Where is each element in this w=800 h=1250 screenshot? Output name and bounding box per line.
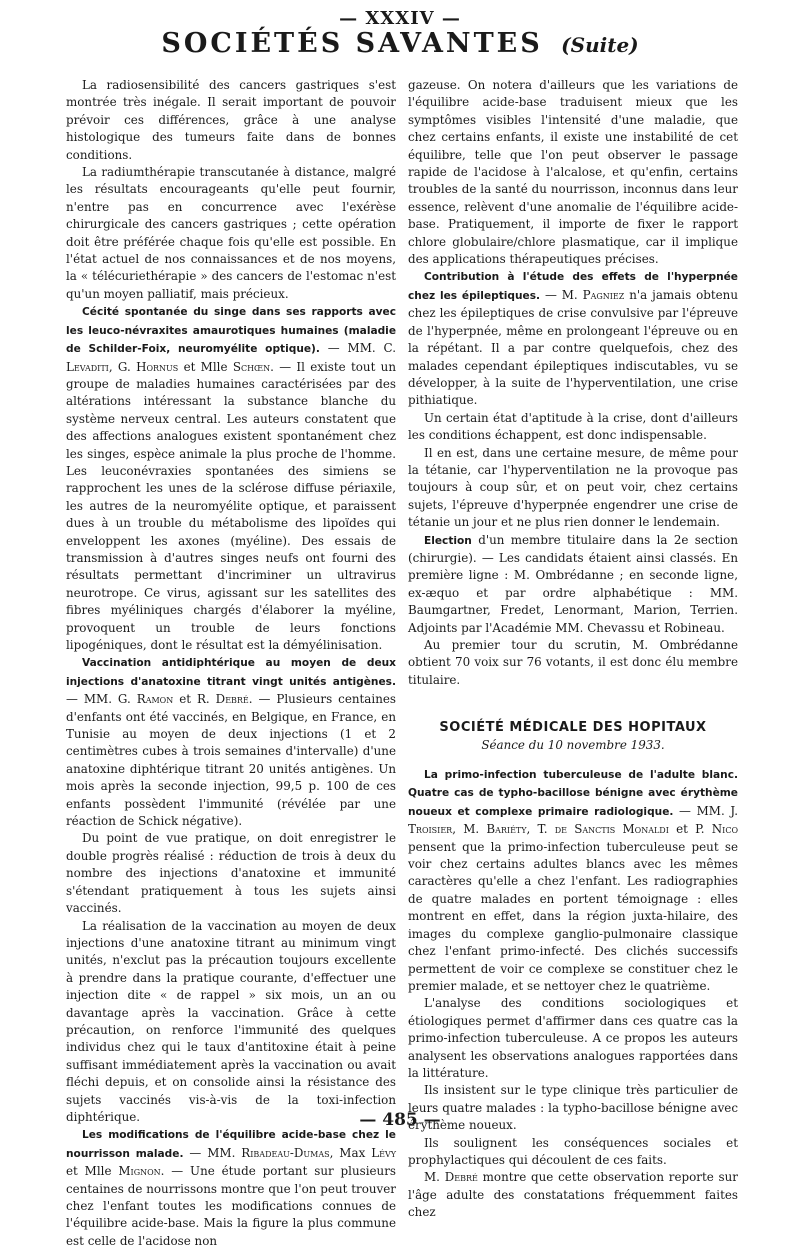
article-acide-base [66, 1126, 396, 1250]
author-prefix: — MM. C. [319, 341, 396, 356]
author-name: Levaditi [66, 359, 109, 374]
author-sep: , Max [329, 1145, 372, 1160]
author-name: Debré [215, 692, 249, 707]
article-title: Cécité spontanée du singe dans ses rapports avec les leuco-névraxites amaurotiques humaines (maladie de Schilder-Foix, neuromyélite optique). [66, 306, 396, 356]
paragraph: Au premier tour du scrutin, M. Ombrédanne obtient 70 voix sur 76 votants, il est donc élu membre titulaire. [408, 638, 738, 687]
paragraph: La réalisation de la vaccination au moyen de deux injections d'une anatoxine titrant au minimum vingt unités, n'exclut pas la précaution toujours excellente à prendre dans la pratique courante, d'effectuer une injection dite « de rappel » six mois, un an ou davantage après la vaccination. Grâce à cette précaution, on renforce l'immunité des quelques individus chez qui le taux d'antitoxine était à peine suffisant immédiatement après la vaccination ou avait fléchi depuis, et on consolide ainsi la résistance des sujets vaccinés vis-à-vis de la toxi-infection diphtérique. [66, 918, 396, 1124]
author-sep: et Mlle [66, 1164, 119, 1179]
article-title: Les modifications de l'équilibre acide-base chez le nourrisson malade. [66, 1129, 396, 1160]
society-heading: SOCIÉTÉ MÉDICALE DES HOPITAUX [439, 720, 707, 736]
author-name: Ramon [136, 692, 174, 707]
author-name: Troisier [408, 822, 453, 837]
author-name: Ribadeau-Dumas [241, 1145, 330, 1160]
author-prefix: M. [424, 1170, 445, 1185]
election-body: d'un membre titulaire dans la 2e section (chirurgie). — Les candidats étaient ainsi classés. En première ligne : M. Ombrédanne ; en seconde ligne, ex-æquo et par ordre alphabétique : MM. Baumgartner, Fredet, Lenormant, Marion, Terrien. Adjoints par l'Académie MM. Chevassu et Robineau. [408, 532, 738, 635]
section-title-suite: (Suite) [561, 33, 639, 57]
article-body: pensent que la primo-infection tuberculeuse peut se voir chez certains adultes blancs avec les mêmes caractères qu'elle a chez l'enfant. Les radiographies de quatre malades en portent témoignage : elles montrent en effet, dans la région juxta-hilaire, des images du complexe ganglio-pulmonaire classique chez l'enfant primo-infecté. Des clichés successifs permettent de voir ce complexe se constituer chez le premier malade, et se nettoyer chez le quatrième. [408, 839, 738, 993]
election-heading: Election [424, 534, 472, 547]
author-sep: , T. [526, 822, 555, 837]
article-body: . — Plusieurs centaines d'enfants ont été vaccinés, en Belgique, en France, en Tunisie au moyen de deux injections (1 et 2 centimètres cubes à trois semaines d'intervalle) d'une anatoxine diphtérique titrant 20 unités antigènes. Un mois après la seconde injection, 99,5 p. 100 de ces enfants possèdent l'immunité (révélée par une réaction de Schick négative). [66, 692, 396, 829]
page-number: — 485 — [359, 1110, 441, 1130]
author-name: Mignon [118, 1164, 161, 1179]
paragraph: La radiumthérapie transcutanée à distance, malgré les résultats encourageants qu'elle peut fournir, n'entre pas en concurrence avec l'exérèse chirurgicale des cancers gastriques ; cette opération doit être préférée chaque fois qu'elle est possible. En l'état actuel de nos connaissances et de nos moyens, la « télécuriethérapie » des cancers de l'estomac n'est qu'un moyen palliatif, mais précieux. [66, 165, 396, 301]
paragraph: gazeuse. On notera d'ailleurs que les variations de l'équilibre acide-base traduisent mieux que les symptômes visibles l'intensité d'une maladie, que chez certains enfants, il existe une instabilité de cet équilibre, telle que l'on peut observer le passage rapide de l'acidose à l'alcalose, et qu'enfin, certains troubles de la santé du nourrisson, inconnus dans leur essence, relèvent d'une anomalie de l'équilibre acide-base. Pratiquement, il importe de fixer le rapport chlore globulaire/chlore plasmatique, car il implique des applications thérapeutiques précises. [408, 78, 738, 267]
article-title: La primo-infection tuberculeuse de l'adulte blanc. Quatre cas de typho-bacillose bénigne avec érythème noueux et complexe primaire radiologique. [408, 769, 738, 818]
paragraph-body: montre que cette observation reporte sur l'âge adulte des constatations fréquemment faites chez [408, 1170, 738, 1220]
author-name: Nico [711, 822, 739, 837]
election-paragraph [408, 532, 738, 637]
article-vaccination [66, 654, 396, 830]
article-body: n'a jamais obtenu chez les épileptiques de crise convulsive par l'épreuve de l'hyperpnée, même en prolongeant l'épreuve ou en la répétant. Il a par contre quelquefois, chez des malades cependant épileptiques indiscutables, vu se développer, à la suite de l'hyperventilation, une crise pithiatique. [408, 287, 738, 408]
author-name: Bariéty [486, 822, 527, 837]
article-primo-infection [408, 766, 738, 995]
seance-date: Séance du 10 novembre 1933. [481, 737, 665, 752]
author-name: Hornus [136, 359, 179, 374]
section-title-text: SOCIÉTÉS SAVANTES [161, 28, 543, 59]
paragraph: Il en est, dans une certaine mesure, de même pour la tétanie, car l'hyperventilation ne la provoque pas toujours à coup sûr, et on peut voir, chez certains sujets, l'épreuve d'hyperpnée engendrer une crise de tétanie un jour et ne plus rien donner le lendemain. [408, 445, 738, 530]
author-name: Lévy [371, 1145, 396, 1160]
author-sep: et Mlle [178, 359, 233, 374]
author-sep: et P. [668, 822, 712, 837]
section-title [0, 28, 800, 59]
paragraph: Un certain état d'aptitude à la crise, dont d'ailleurs les conditions échappent, est donc indispensable. [408, 410, 738, 443]
paragraph: Du point de vue pratique, on doit enregistrer le double progrès réalisé : réduction de trois à deux du nombre des injections d'anatoxine et immunité s'étendant pratiquement à tous les sujets ainsi vaccinés. [66, 831, 396, 916]
left-column [66, 77, 396, 1250]
article-body: . — Il existe tout un groupe de maladies humaines caractérisées par des altérations intéressant la substance blanche du système nerveux central. Les auteurs constatent que des affections analogues existent spontanément chez les singes, espèce animale la plus proche de l'homme. Les leuconévraxies spontanées des simiens se rapprochent les unes de la sclérose diffuse périaxile, les autres de la neuromyélite optique, et paraissent dues à un trouble du métabolisme des lipoïdes qui enveloppent les axones (myéline). Des essais de transmission à d'autres singes neufs ont fourni des résultats permettant d'incriminer un ultravirus neurotrope. Ce virus, agissant sur les satellites des fibres myéliniques chargés d'élaborer la myéline, provoquent un trouble de leurs fonctions lipogéniques, dont le résultat est la démyélinisation. [66, 359, 396, 652]
article-hyperpnee [408, 268, 738, 409]
article-title: Vaccination antidiphtérique au moyen de deux injections d'anatoxine titrant vingt unités antigènes. [66, 657, 396, 688]
paragraph: Ils insistent sur le type clinique très particulier de leurs quatre malades : la typho-bacillose bénigne avec érythème noueux. [408, 1083, 738, 1133]
paragraph: La radiosensibilité des cancers gastriques s'est montrée très inégale. Il serait important de pouvoir prévoir ces différences, grâce à une analyse histologique des tumeurs faite dans de bonnes conditions. [66, 78, 396, 162]
folio-roman: — XXXIV — [339, 8, 461, 29]
article-title: Contribution à l'étude des effets de l'hyperpnée chez les épileptiques. [408, 271, 738, 302]
author-name: Schœn [232, 359, 271, 374]
author-name: de Sanctis Monaldi [554, 822, 669, 837]
author-sep: , M. [452, 822, 487, 837]
right-column [408, 77, 738, 1222]
paragraph: L'analyse des conditions sociologiques et étiologiques permet d'affirmer dans ces quatre cas la primo-infection tuberculeuse. A ce propos les auteurs analysent les observations analogues rapportées dans la littérature. [408, 996, 738, 1080]
article-body: . — Une étude portant sur plusieurs centaines de nourrissons montre que l'on peut trouver chez l'enfant toutes les modifications connues de l'équilibre acide-base. Mais la figure la plus commune est celle de l'acidose non [66, 1164, 396, 1248]
paragraph [408, 1169, 738, 1221]
author-prefix: — MM. G. [66, 692, 137, 707]
paragraph: Ils soulignent les conséquences sociales et prophylactiques qui découlent de ces faits. [408, 1135, 738, 1167]
author-name: Debré [444, 1170, 478, 1185]
author-name: Pagniez [582, 287, 625, 302]
author-prefix: — MM. J. [673, 803, 738, 818]
article-cecite-singe [66, 303, 396, 654]
author-prefix: — MM. [183, 1145, 242, 1160]
author-sep: et R. [173, 692, 216, 707]
author-sep: , G. [108, 359, 137, 374]
author-prefix: — M. [540, 287, 583, 302]
